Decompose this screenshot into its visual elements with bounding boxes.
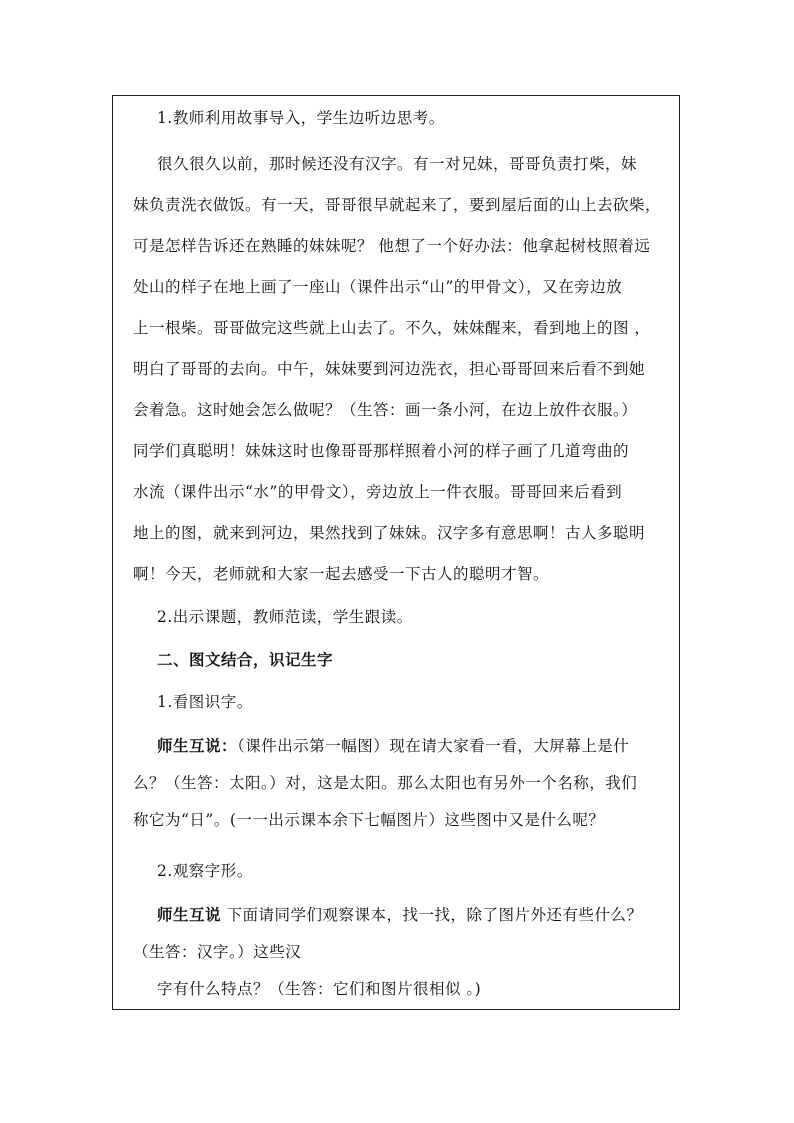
story-paragraph bbox=[113, 144, 673, 595]
story-line: 可是怎样告诉还在熟睡的妹妹呢？ 他想了一个好办法：他拿起树枝照着远 bbox=[133, 237, 651, 255]
story-line: 同学们真聪明！妹妹这时也像哥哥那样照着小河的样子画了几道弯曲的 bbox=[133, 442, 630, 460]
dialogue-text: （课件出示第一幅图）现在请大家看一看，大屏幕上是什 bbox=[237, 737, 630, 755]
dialogue-line: 字有什么特点？（生答：它们和图片很相似 。) bbox=[157, 980, 482, 998]
dialogue-label: 师生互说： bbox=[157, 736, 238, 755]
dialogue-line bbox=[113, 727, 673, 765]
story-line: 地上的图，就来到河边，果然找到了妹妹。汉字多有意思啊！古人多聪明 bbox=[133, 524, 646, 542]
story-line: 处山的样子在地上画了一座山（课件出示“山”的甲骨文），又在旁边放 bbox=[133, 278, 623, 296]
dialogue-line: 么？（生答：太阳。）对，这是太阳。那么太阳也有另外一个名称，我们 bbox=[133, 774, 638, 792]
lesson-table-cell bbox=[112, 95, 680, 1010]
dialogue-2 bbox=[113, 896, 673, 1008]
section-heading: 二、图文结合，识记生字 bbox=[157, 650, 334, 669]
dialogue-line: 称它为“日”。(一一出示课本余下七幅图片）这些图中又是什么呢？ bbox=[133, 811, 605, 829]
intro-step: 1.教师利用故事导入，学生边听边思考。 bbox=[157, 109, 445, 127]
story-line: 啊！今天，老师就和大家一起去感受一下古人的聪明才智。 bbox=[133, 565, 550, 583]
look-step: 1.看图识字。 bbox=[157, 693, 253, 711]
story-line: 上一根柴。哥哥做完这些就上山去了。不久，妹妹醒来，看到地上的图 ， bbox=[133, 319, 651, 337]
story-line: 妹负责洗衣做饭。有一天，哥哥很早就起来了，要到屋后面的山上去砍柴， bbox=[133, 196, 662, 214]
dialogue-1 bbox=[113, 727, 673, 839]
story-line: 明白了哥哥的去向。中午，妹妹要到河边洗衣，担心哥哥回来后看不到她 bbox=[133, 360, 646, 378]
dialogue-line bbox=[113, 896, 673, 934]
dialogue-label: 师生互说 bbox=[157, 905, 222, 924]
story-line: 很久很久以前，那时候还没有汉字。有一对兄妹，哥哥负责打柴，妹 bbox=[157, 155, 638, 173]
observe-step: 2.观察字形。 bbox=[157, 862, 253, 880]
step-2: 2.出示课题，教师范读，学生跟读。 bbox=[157, 608, 413, 626]
story-line: 会着急。这时她会怎么做呢？（生答：画一条小河，在边上放件衣服。） bbox=[133, 401, 638, 419]
dialogue-text: 下面请同学们观察课本，找一找，除了图片外还有些什么？ bbox=[221, 906, 643, 924]
dialogue-line: （生答：汉字。）这些汉 bbox=[133, 943, 302, 961]
story-line: 水流（课件出示“水”的甲骨文），旁边放上一件衣服。哥哥回来后看到 bbox=[133, 483, 623, 501]
